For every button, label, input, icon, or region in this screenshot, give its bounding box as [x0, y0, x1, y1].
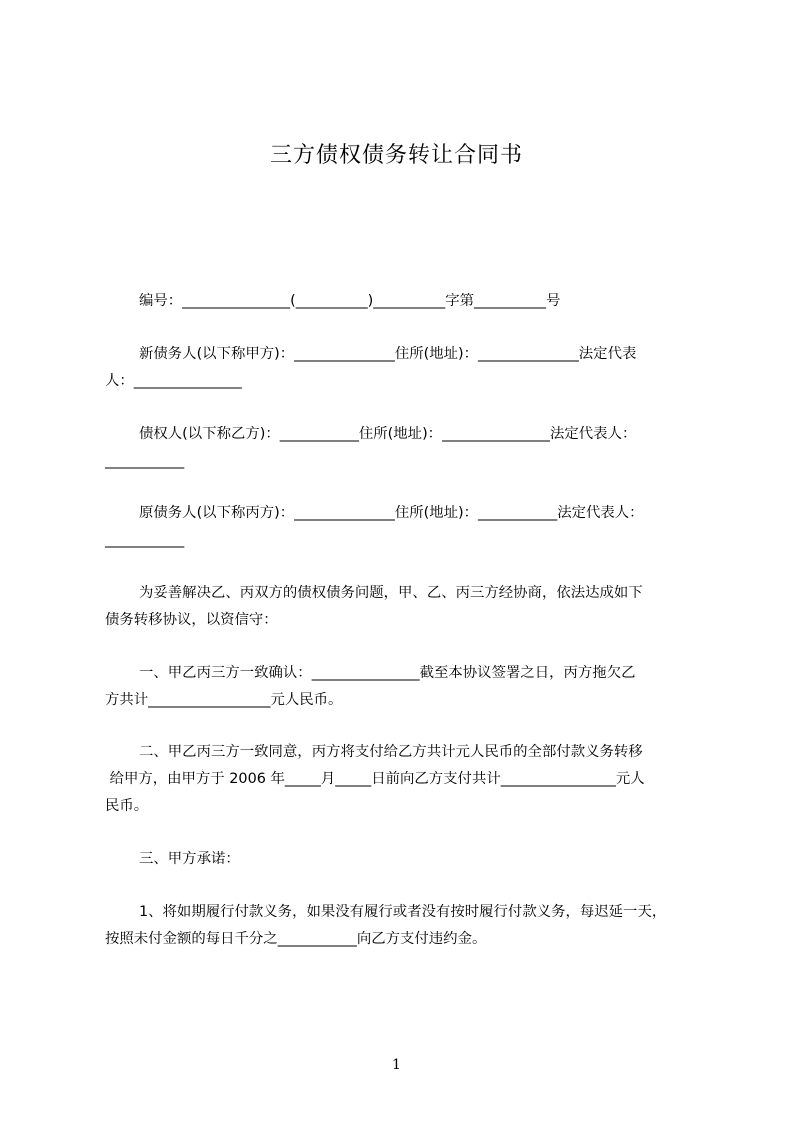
- document-title: 三方债权债务转让合同书: [269, 143, 523, 168]
- paragraph-clause-1: [105, 660, 705, 714]
- paragraph-clause-3-item-1: [105, 899, 705, 953]
- clause-3-item-1-line-1: 1、将如期履行付款义务，如果没有履行或者没有按时履行付款义务，每迟延一天，: [139, 904, 667, 920]
- paragraph-contract-number: [105, 288, 705, 315]
- clause-3-heading: 三、甲方承诺：: [139, 851, 240, 867]
- clause-1-line-1: 一、甲乙丙三方一致确认：_______________截至本协议签署之日，丙方拖欠乙: [139, 665, 636, 681]
- clause-2-line-2: 给甲方，由甲方于 2006 年_____月_____日前向乙方支付共计________________元人: [105, 771, 645, 787]
- creditor-line-1: 债权人(以下称乙方)：___________住所(地址)：_______________法定代表人：: [139, 426, 637, 442]
- paragraph-new-debtor: [105, 341, 705, 395]
- paragraph-clause-3: [105, 846, 705, 873]
- preamble-line-1: 为妥善解决乙、丙双方的债权债务问题，甲、乙、丙三方经协商，依法达成如下: [139, 585, 643, 601]
- paragraph-preamble: [105, 580, 705, 634]
- new-debtor-line-2: 人：_______________: [105, 373, 242, 389]
- clause-2-line-3: 民币。: [105, 798, 149, 814]
- clause-3-item-1-line-2: 按照未付金额的每日千分之___________向乙方支付违约金。: [105, 931, 487, 947]
- original-debtor-line-1: 原债务人(以下称丙方)：______________住所(地址)：___________法定代表人：: [139, 505, 644, 521]
- contract-number-line: 编号：_______________(__________)__________字第__________号: [139, 293, 561, 309]
- paragraph-original-debtor: [105, 500, 705, 554]
- original-debtor-line-2: ___________: [105, 532, 185, 548]
- page-number: 1: [392, 1057, 401, 1073]
- paragraph-creditor: [105, 421, 705, 475]
- preamble-line-2: 债务转移协议，以资信守：: [105, 612, 278, 628]
- new-debtor-line-1: 新债务人(以下称甲方)：______________住所(地址)：______________法定代表: [139, 346, 637, 362]
- clause-2-line-1: 二、甲乙丙三方一致同意，丙方将支付给乙方共计元人民币的全部付款义务转移: [139, 744, 643, 760]
- creditor-line-2: ___________: [105, 453, 185, 469]
- paragraph-clause-2: [105, 739, 705, 820]
- clause-1-line-2: 方共计_________________元人民币。: [105, 692, 343, 708]
